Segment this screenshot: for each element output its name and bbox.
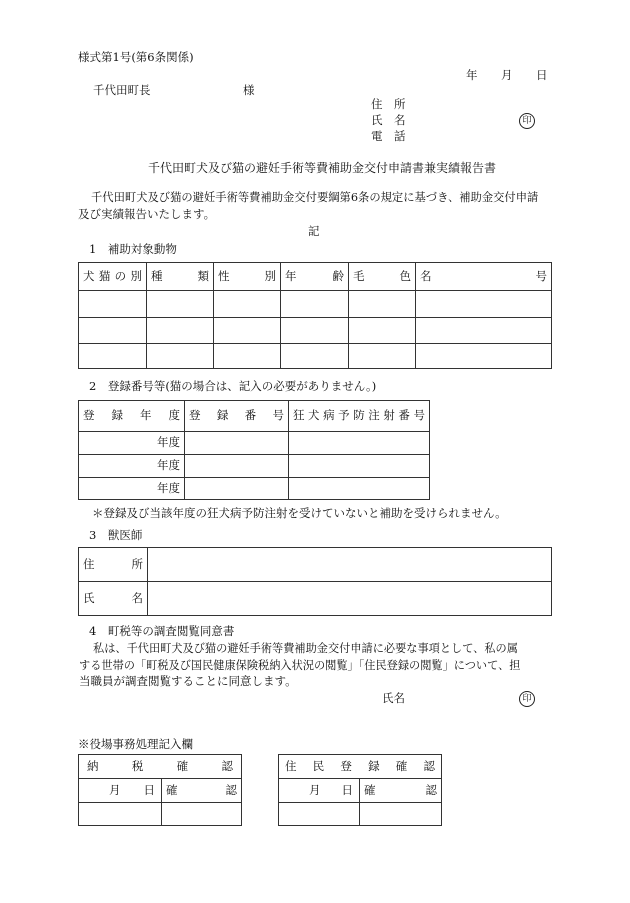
cell[interactable]	[416, 344, 552, 369]
cell[interactable]	[147, 291, 214, 318]
date-day: 日	[536, 68, 548, 82]
registration-table	[78, 400, 430, 500]
section2-heading: 2 登録番号等(猫の場合は、記入の必要がありません。)	[89, 379, 377, 393]
header-coat-color: 毛色	[349, 263, 416, 291]
year-cell[interactable]: 年度	[79, 455, 185, 478]
applicant-seal-icon: 印	[519, 113, 535, 129]
intro-line-2: 及び実績報告いたします。	[78, 207, 216, 221]
header-animal-name: 名号	[416, 263, 552, 291]
table-row	[79, 291, 552, 318]
vet-name-field[interactable]	[148, 582, 552, 616]
vet-address-field[interactable]	[148, 548, 552, 582]
cell[interactable]	[185, 432, 289, 455]
resident-confirm-field[interactable]	[360, 803, 442, 826]
cell[interactable]	[349, 291, 416, 318]
header-age: 年齢	[281, 263, 349, 291]
applicant-phone-label: 電 話	[371, 129, 406, 143]
cell[interactable]	[214, 344, 281, 369]
cell[interactable]	[79, 318, 147, 344]
cell[interactable]	[289, 478, 430, 500]
tax-confirm-table	[78, 754, 242, 826]
cell[interactable]	[185, 455, 289, 478]
resident-confirm-label: 確認	[360, 779, 442, 803]
resident-confirm-title: 住民登録確認	[279, 755, 442, 779]
cell[interactable]	[214, 318, 281, 344]
registration-note: ＊登録及び当該年度の狂犬病予防注射を受けていないと補助を受けられません。	[92, 506, 507, 520]
cell[interactable]	[79, 291, 147, 318]
cell[interactable]	[416, 318, 552, 344]
cell[interactable]	[349, 318, 416, 344]
office-heading: ※役場事務処理記入欄	[78, 737, 193, 751]
cell[interactable]	[147, 344, 214, 369]
veterinarian-table	[78, 547, 552, 616]
recipient-honorific: 様	[243, 83, 255, 97]
tax-confirm-title: 納税確認	[79, 755, 242, 779]
cell[interactable]	[79, 344, 147, 369]
cell[interactable]	[281, 344, 349, 369]
ki-label: 記	[308, 224, 320, 238]
table-row	[79, 318, 552, 344]
vet-address-label: 住所	[79, 548, 148, 582]
table-row	[79, 432, 430, 455]
intro-line-1: 千代田町犬及び猫の避妊手術等費補助金交付要綱第6条の規定に基づき、補助金交付申請	[91, 191, 539, 204]
vet-name-label: 氏名	[79, 582, 148, 616]
section1-heading: 1 補助対象動物	[89, 242, 177, 256]
recipient-name: 千代田町長	[93, 83, 151, 97]
cell[interactable]	[281, 291, 349, 318]
consent-seal-icon: 印	[519, 691, 535, 707]
cell[interactable]	[289, 432, 430, 455]
animal-table	[78, 262, 552, 369]
header-registration-year: 登録年度	[79, 401, 185, 432]
consent-line-1: 私は、千代田町犬及び猫の避妊手術等費補助金交付申請に必要な事項として、私の属	[93, 642, 518, 655]
document-title: 千代田町犬及び猫の避妊手術等費補助金交付申請書兼実績報告書	[148, 161, 497, 175]
cell[interactable]	[214, 291, 281, 318]
tax-date-field[interactable]	[79, 803, 162, 826]
tax-confirm-label: 確認	[162, 779, 242, 803]
section3-heading: 3 獣医師	[89, 528, 143, 542]
table-row	[79, 344, 552, 369]
cell[interactable]	[349, 344, 416, 369]
header-animal-type: 犬猫の別	[79, 263, 147, 291]
consent-line-2: する世帯の「町税及び国民健康保険税納入状況の閲覧」「住民登録の閲覧」について、担	[79, 659, 521, 672]
year-cell[interactable]: 年度	[79, 432, 185, 455]
table-row	[79, 478, 430, 500]
resident-date-cell: 月 日	[279, 779, 360, 803]
cell[interactable]	[185, 478, 289, 500]
cell[interactable]	[416, 291, 552, 318]
date-year: 年	[466, 68, 478, 82]
consent-line-3: 当職員が調査閲覧することに同意します。	[79, 674, 297, 688]
header-breed: 種類	[147, 263, 214, 291]
cell[interactable]	[289, 455, 430, 478]
applicant-address-label: 住 所	[371, 97, 406, 111]
year-cell[interactable]: 年度	[79, 478, 185, 500]
cell[interactable]	[147, 318, 214, 344]
section4-heading: 4 町税等の調査閲覧同意書	[89, 624, 235, 638]
date-month: 月	[501, 68, 513, 82]
resident-confirm-table	[278, 754, 442, 826]
header-sex: 性別	[214, 263, 281, 291]
applicant-name-label: 氏 名	[371, 113, 406, 127]
cell[interactable]	[281, 318, 349, 344]
header-registration-number: 登録番号	[185, 401, 289, 432]
tax-confirm-field[interactable]	[162, 803, 242, 826]
consent-sign-label: 氏名	[382, 691, 405, 705]
tax-date-cell: 月 日	[79, 779, 162, 803]
form-number: 様式第1号(第6条関係)	[78, 50, 194, 64]
header-rabies-number: 狂犬病予防注射番号	[289, 401, 430, 432]
table-row	[79, 455, 430, 478]
resident-date-field[interactable]	[279, 803, 360, 826]
